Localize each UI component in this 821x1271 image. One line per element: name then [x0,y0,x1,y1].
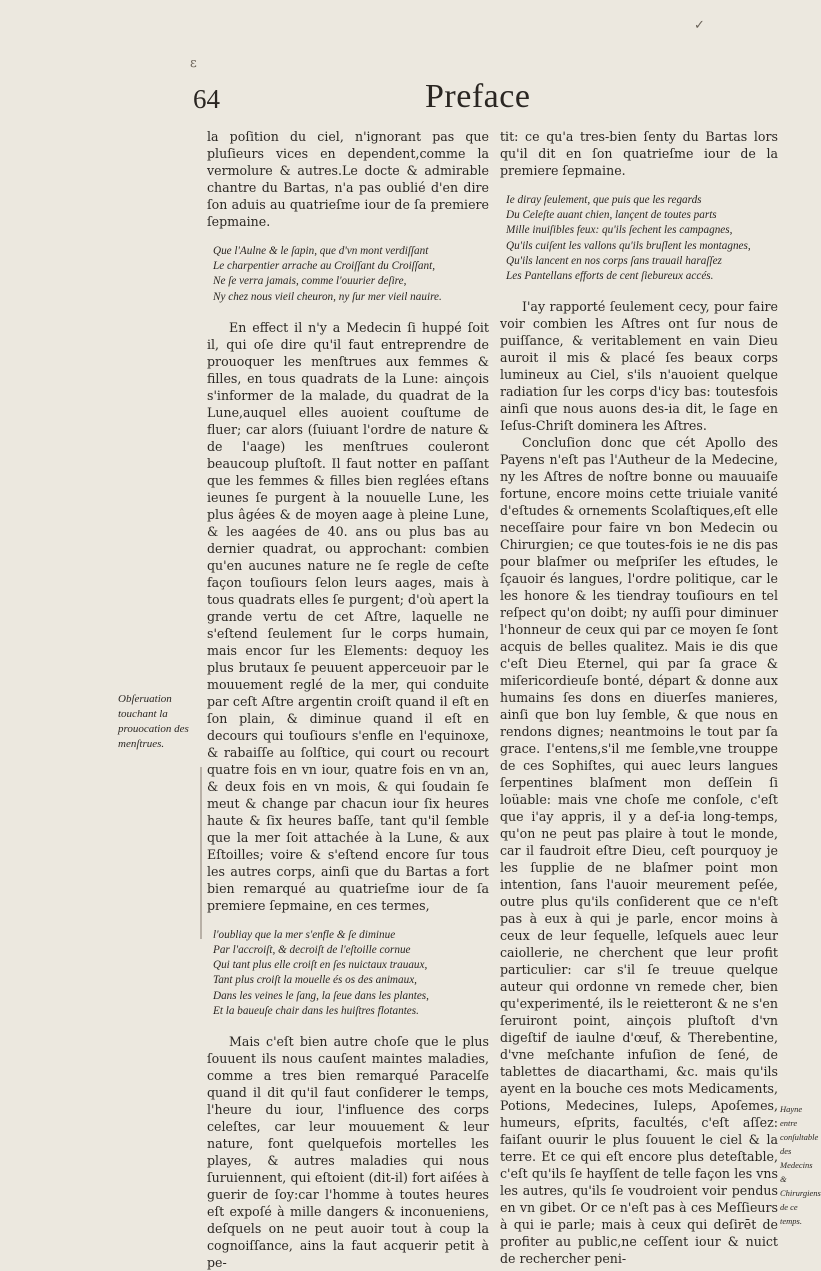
paragraph: Mais c'eſt bien autre choſe que le plus ſouuent ils nous cauſent maintes maladies, comme a tres bien remarqué Paracelſe quand il dit qu'il faut conſiderer le temps, l'heure du iour, l'influence des corps celeſtes, car leur mouuement & leur nature, font quelquefois mortelles les playes, & autres maladies qui nous ſuruiennent, qui eſtoient (dit-il) fort aiſées à guerir de ſoy:car l'homme à toutes heures eſt expoſé à mille dangers & inconueniens, deſquels on ne peut auoir tout à coup la cognoiſſance, ains la faut acquerir petit à pe- [207,1034,489,1271]
paragraph: la poſition du ciel, n'ignorant pas que pluſieurs vices en dependent,comme la vermolure & autres.Le docte & admirable chantre du Bartas, n'a pas oublié d'en dire ſon aduis au quatrieſme iour de ſa premiere ſepmaine. [207,129,489,229]
verse-line: Les Pantellans efforts de cent ſiebureux accés. [506,270,714,283]
paragraph: En effect il n'y a Medecin ſi huppé ſoit il, qui oſe dire qu'il faut entreprendre de prouoquer les menſtrues aux femmes & filles, en tous quadrats de la Lune: ainçois s'informer de la malade, du quadrat de la Lune,auquel elles auoient couſtume de fluer; car alors (ſuiuant l'ordre de nature & de l'aage) les menſtrues couleront beaucoup pluſtoſt. Il faut notter en paſſant que les femmes & filles bien reglées eſtans ieunes ſe purgent à la nouuelle Lune, les plus âgées & de moyen aage à pleine Lune, & les aagées de 40. ans ou plus bas au dernier quadrat, ou approchant: combien qu'en aucunes nature ne ſe regle de ceſte façon touſiours ſelon leurs aages, mais à tous quadrats elles ſe purgent; d'où apert la grande vertu de cet Aſtre, laquelle ne s'eſtend ſeulement ſur le corps humain, mais encor ſur les Elements: dequoy les plus brutaux ſe peuuent apperceuoir par le mouuement reglé de la mer, qui conduite par ceſt Aſtre argentin croiſt quand il eſt en ſon plain, & diminue quand il eſt en decours qui touſiours s'enfle en l'equinoxe, & rabaiſſe au ſolſtice, qui court ou recourt quatre fois en vn iour, quatre fois en vn an, & deux fois en vn mois, & qui ſoudain ſe meut & change par chacun iour ſix heures haute & ſix heures baſſe, tant qu'il ſemble que la mer ſoit attachée à la Lune, & aux Eſtoilles; voire & s'eſtend encore ſur tous les autres corps, ainſi que du Bartas a fort bien remarqué au quatrieſme iour de ſa premiere ſepmaine, en ces termes, [207,319,489,913]
page-number: 64 [193,84,220,114]
page-header [0,78,800,122]
verse-line: Tant plus croiſt la mouelle és os des animaux, [213,974,417,987]
right-column [500,128,778,1267]
pencil-check-mark: ✓ [694,18,705,33]
verse-line: Que l'Aulne & le ſapin, que d'vn mont verdiſſant [213,245,429,257]
left-column [207,128,489,1271]
verse-block [213,928,489,1019]
verse-line: Qu'ils lancent en nos corps ſans trauail haraſſez [506,254,722,267]
verse-line: l'oubliay que la mer s'enfle & ſe diminue [213,928,396,941]
paragraph: I'ay rapporté ſeulement cecy, pour faire voir combien les Aſtres ont ſur nous de puiſſance, & veritablement en vain Dieu auroit il mis & placé ſes beaux corps lumineux au Ciel, s'ils n'auoient quelque radiation ſur les corps d'icy bas: toutesfois ainſi que nous auons des-ia dit, le ſage en Ieſus-Chriſt dominera les Aſtres. [500,299,778,434]
verse-line: Le charpentier arrache au Croiſſant du Croiſſant, [213,260,435,273]
margin-note-left: Obſeruation touchant la prouocation des menſtrues. [118,693,189,750]
verse-line: Dans les veines le ſang, la ſeue dans les plantes, [213,989,429,1002]
verse-line: Qui tant plus elle croiſt en ſes nuictaux trauaux, [213,959,428,972]
verse-line: Qu'ils cuiſent les vallons qu'ils bruſlent les montagnes, [506,239,751,252]
verse-line: Ie diray ſeulement, que puis que les regards [506,194,702,206]
verse-line: Par l'accroiſt, & decroiſt de l'eſtoille cornue [213,944,411,957]
verse-line: Mille inuiſibles feux: qu'ils ſechent les campagnes, [506,224,733,237]
running-head: Preface [425,78,531,115]
verse-line: Ny chez nous vieil cheuron, ny ſur mer vieil nauire. [213,290,442,303]
verse-block [506,193,778,284]
pencil-mark: ε [190,56,197,71]
margin-rule [200,767,202,939]
verse-line: Et la baueuſe chair dans les huiſtres flotantes. [213,1004,419,1017]
margin-note-right: Hayne entre conſultable des Medecins & Chirurgiens de ce temps. [780,1104,821,1226]
paragraph: tit: ce qu'a tres-bien ſenty du Bartas lors qu'il dit en ſon quatrieſme iour de la premiere ſepmaine. [500,129,778,178]
verse-line: Du Celeſte auant chien, lançent de toutes parts [506,209,717,222]
verse-block [213,244,489,305]
paragraph: Concluſion donc que cét Apollo des Payens n'eſt pas l'Autheur de la Medecine, ny les Aſtres de noſtre bonne ou mauuaiſe fortune, encore moins cette triuiale vanité d'eſtudes & ornements Scolaſtiques,eſt elle neceſſaire pour faire vn bon Medecin ou Chirurgien; ce que toutes-fois ie ne dis pas pour blaſmer ou meſpriſer les eſtudes, le ſçauoir és langues, l'ordre politique, car le les honore & les tiendray touſiours en tel reſpect qu'on doibt; ny auſſi pour diminuer l'honneur de ceux qui par ce moyen ſe ſont acquis de belles qualitez. Mais ie dis que c'eſt Dieu Eternel, qui par ſa grace & miſericordieuſe bonté, départ & donne aux humains ſes dons en diuerſes manieres, ainſi que bon luy ſemble, & que nous en rendons dignes; neantmoins le tout par ſa grace. I'entens,s'il me ſemble,vne trouppe de ces Sophiſtes, qui auec leurs langues ſerpentines blaſment mon deſſein ſi loüable: mais vne choſe me conſole, c'eſt que i'ay appris, il y a deſ-ia long-temps, qu'on ne peut pas plaire à tout le monde, car il faudroit eſtre Dieu, ceſt pourquoy je les ſupplie de ne blaſmer point mon intention, ſans l'auoir meurement peſée, outre plus qu'ils conſiderent que ce n'eſt pas à eux à qui je parle, encor moins à ceux de leur ſequelle, leſquels auec leur caiollerie, ne cherchent que leur profit particulier: car s'il ſe treuue quelque auteur qui ordonne vn remede cher, bien qu'experimenté, ils le reietteront & ne s'en ſeruiront point, ainçois pluſtoſt d'vn digeſtif de iaulne d'œuf, & Therebentine, d'vne meſchante infuſion de ſené, de tablettes de diacarthami, &c. mais qu'ils ayent en la bouche ces mots Medicaments, Potions, Medecines, Iuleps, Apoſemes, humeurs, eſprits, facultés, c'eſt aſſez: faiſant ouurir le plus ſouuent le ciel & la terre. Et ce qui eſt encore plus deteſtable, c'eſt qu'ils ſe hayſſent de telle façon les vns les autres, qu'ils ſe voudroient voir pendus en vn gibet. Or ce n'eſt pas à ces Meſſieurs à qui ie parle; mais à ceux qui deſirēt de profiter au public,ne ceſſent iour & nuict de rechercher peni- [500,435,778,1267]
verse-line: Ne ſe verra jamais, comme l'ouurier deſire, [213,275,407,288]
